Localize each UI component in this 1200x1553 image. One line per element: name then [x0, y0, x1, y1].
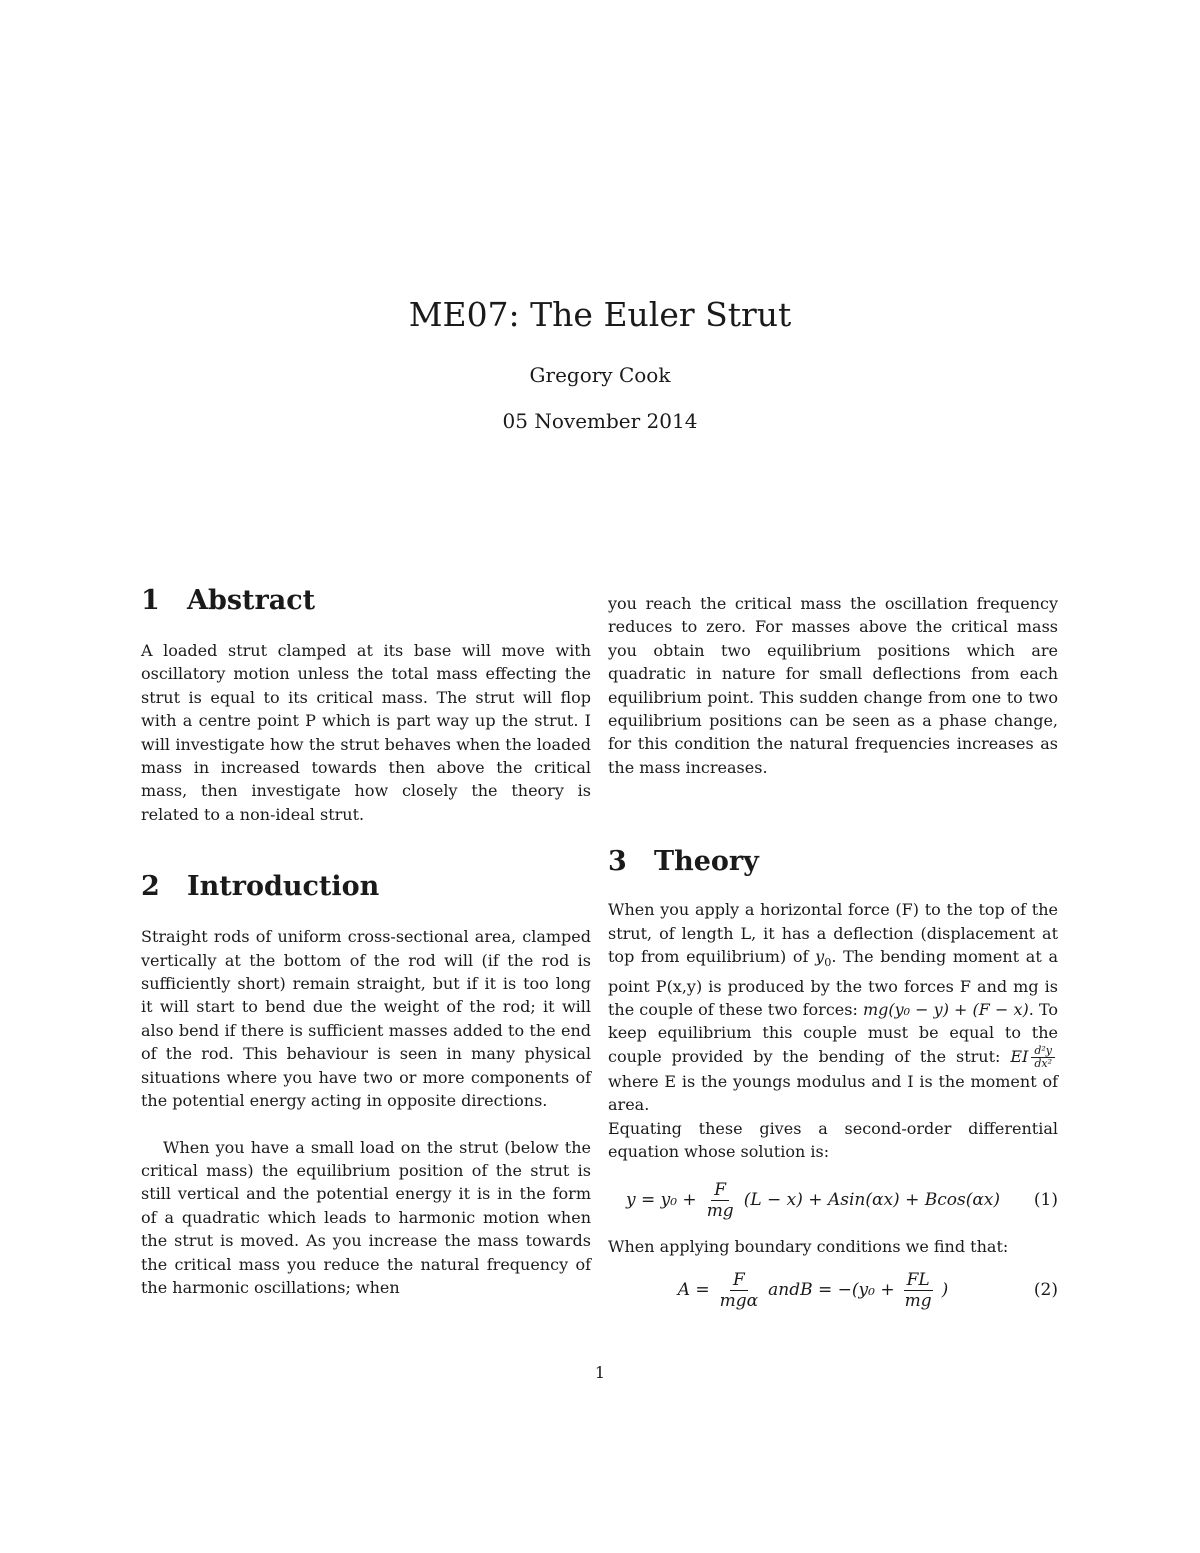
equation-2: A = $\frac{F}{\text{mgα}}$ andB = −(y₀ + $\frac{FL}{mg}$ ) (2)	[677, 1269, 1058, 1311]
theory-paragraph-2: Equating these gives a second-order differential equation whose solution is:	[608, 1118, 1058, 1162]
theory-paragraph-1: When you apply a horizontal force (F) to the top of the strut, of length L, it has a deflection (displacement at top from equilibrium) of $y_0$. The bending moment at a point P(x,y) is produced by the two forces F and mg is the couple of these two forces: mg(y₀ − y) + (F − x). To keep equilibrium this couple must be equal to the couple provided by the bending of the strut: EI $\frac{\text{d²y}}{\text{dx²}}$ where E is the youngs modulus and I is the moment of area.	[608, 900, 1059, 1115]
left-column	[141, 583, 591, 1299]
equation-2-fraction-a: $\frac{F}{\text{mgα}}$	[719, 1269, 759, 1311]
author-name: Gregory Cook	[529, 363, 671, 387]
page-number: 1	[594, 1363, 606, 1382]
introduction-paragraph-1: Straight rods of uniform cross-sectional area, clamped vertically at the bottom of the rod will (if the rod is sufficiently short) remain straight, but if it is too long it will start to bend due the weight of the rod; it will also bend if there is sufficient masses added to the end of the rod. This behaviour is seen in many physical situations where you have two or more components of the potential energy acting in opposite directions.	[141, 927, 591, 1111]
equation-2-number: (2)	[1033, 1280, 1058, 1301]
publication-date: 05 November 2014	[502, 409, 698, 433]
abstract-text: A loaded strut clamped at its base will move with oscillatory motion unless the total mass effecting the strut is equal to its critical mass. The strut will flop with a centre point P which is part way up the strut. I will investigate how the strut behaves when the loaded mass in increased towards then above the critical mass, then investigate how closely the theory is related to a non-ideal strut.	[141, 641, 591, 824]
second-derivative-fraction: $\frac{\text{d²y}}{\text{dx²}}$	[1031, 1045, 1055, 1070]
couple-expression: mg(y₀ − y) + (F − x)	[862, 1000, 1029, 1020]
section-heading-introduction: 2 Introduction	[141, 871, 380, 903]
introduction-paragraph-2-continued: you reach the critical mass the oscillation frequency reduces to zero. For masses above the critical mass you obtain two equilibrium positions which are quadratic in nature for small deflections from each equilibrium point. This sudden change from one to two equilibrium positions can be seen as a phase change, for this condition the natural frequencies increases as the mass increases.	[608, 594, 1058, 777]
section-heading-abstract: 1 Abstract	[141, 585, 316, 616]
section-heading-theory: 3 Theory	[608, 846, 759, 878]
right-column	[608, 592, 1058, 1311]
equation-1-number: (1)	[1033, 1190, 1058, 1210]
paper-title: ME07: The Euler Strut	[408, 295, 792, 334]
equation-2-fraction-b: $\frac{FL}{mg}$	[904, 1269, 932, 1311]
theory-paragraph-3: When applying boundary conditions we find that:	[608, 1236, 1009, 1256]
introduction-paragraph-2: When you have a small load on the strut (below the critical mass) the equilibrium position of the strut is still vertical and the potential energy it is in the form of a quadratic which leads to harmonic motion when the strut is moved. As you increase the mass towards the critical mass you reduce the natural frequency of the harmonic oscillations; when	[141, 1137, 591, 1297]
equation-1-fraction: $\frac{F}{mg}$	[706, 1179, 734, 1221]
equation-1: y = y₀ + $\frac{F}{mg}$ (L − x) + Asin(αx) + Bcos(αx) (1)	[625, 1179, 1058, 1221]
